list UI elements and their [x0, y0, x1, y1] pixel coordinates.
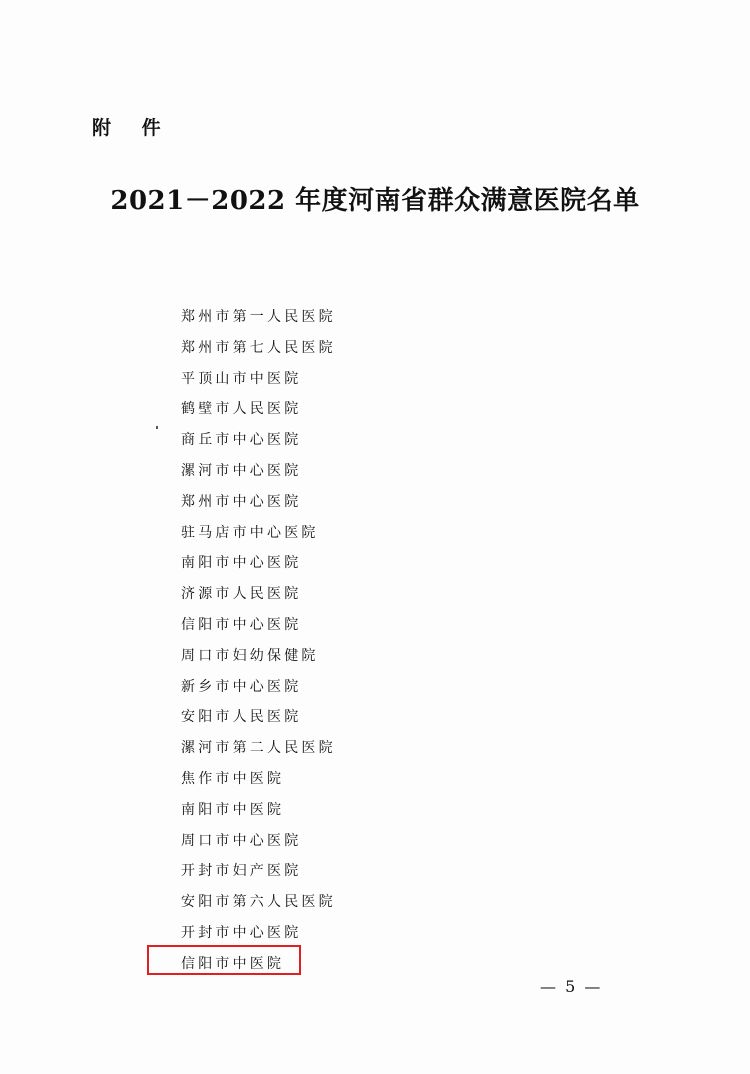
hospital-item: 鹤壁市人民医院: [181, 401, 302, 418]
scan-speck: [156, 426, 158, 429]
hospital-item: 郑州市第七人民医院: [181, 339, 336, 356]
hospital-item: 开封市妇产医院: [181, 863, 302, 880]
hospital-item: 新乡市中心医院: [181, 678, 302, 695]
hospital-list: [181, 302, 336, 980]
hospital-item: 郑州市第一人民医院: [181, 309, 336, 325]
hospital-item: 漯河市中心医院: [181, 462, 302, 479]
hospital-item: 周口市妇幼保健院: [181, 647, 319, 664]
hospital-item: 漯河市第二人民医院: [181, 740, 336, 757]
hospital-item: 焦作市中医院: [181, 770, 285, 787]
hospital-item: 信阳市中心医院: [181, 616, 302, 633]
hospital-item: 周口市中心医院: [181, 832, 302, 849]
document-title: 2021－2022 年度河南省群众满意医院名单: [110, 186, 640, 216]
hospital-item: 郑州市中心医院: [181, 493, 302, 510]
attachment-label: 附 件: [92, 117, 173, 139]
hospital-item: 安阳市第六人民医院: [181, 894, 336, 911]
hospital-item: 开封市中心医院: [181, 924, 302, 941]
hospital-item: 平顶山市中医院: [181, 370, 302, 387]
hospital-item: 商丘市中心医院: [181, 432, 302, 449]
hospital-item-highlighted: 信阳市中医院: [181, 955, 285, 972]
highlight-box: [147, 945, 301, 975]
hospital-item: 安阳市人民医院: [181, 709, 302, 726]
hospital-item: 驻马店市中心医院: [181, 524, 319, 541]
hospital-item: 济源市人民医院: [181, 586, 302, 603]
page-number: — 5 —: [540, 977, 603, 996]
hospital-item: 南阳市中医院: [181, 801, 285, 818]
hospital-item: 南阳市中心医院: [181, 555, 302, 572]
